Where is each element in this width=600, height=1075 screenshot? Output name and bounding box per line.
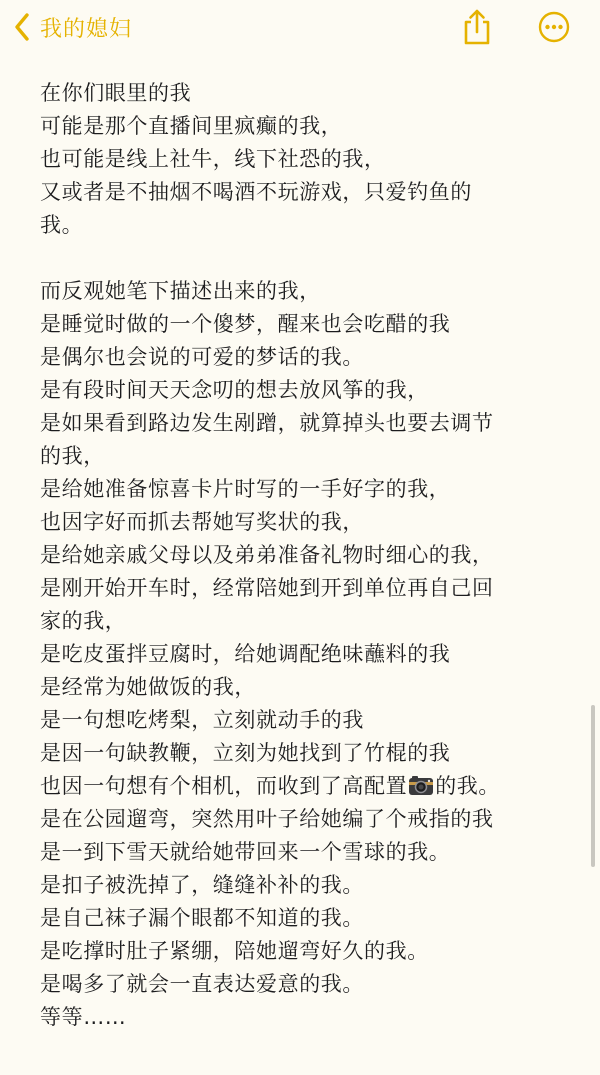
- note-line: 是吃撑时肚子紧绷，陪她遛弯好久的我。: [40, 939, 429, 963]
- note-text: 的我。: [435, 774, 501, 798]
- note-line: 可能是那个直播间里疯癫的我，: [40, 114, 343, 138]
- note-line: 是刚开始开车时，经常陪她到开到单位再自己回: [40, 576, 494, 600]
- note-line: [40, 770, 580, 803]
- ellipsis-circle-icon: [538, 11, 570, 43]
- note-line: 也因字好而抓去帮她写奖状的我，: [40, 510, 364, 534]
- note-line: 是给她准备惊喜卡片时写的一手好字的我，: [40, 477, 451, 501]
- note-line: 是经常为她做饭的我，: [40, 675, 256, 699]
- share-icon: [460, 8, 494, 46]
- note-line: 而反观她笔下描述出来的我，: [40, 279, 321, 303]
- note-line: 在你们眼里的我: [40, 81, 192, 105]
- share-button[interactable]: [460, 8, 494, 46]
- note-line: 等等……: [40, 1005, 127, 1029]
- note-line: 是自己袜子漏个眼都不知道的我。: [40, 906, 364, 930]
- note-line: 家的我，: [40, 609, 127, 633]
- note-line: 是有段时间天天念叨的想去放风筝的我，: [40, 378, 429, 402]
- note-line: 我。: [40, 213, 84, 237]
- chevron-left-icon: [14, 13, 30, 41]
- note-line: 是因一句缺教鞭，立刻为她找到了竹棍的我: [40, 741, 451, 765]
- note-line: 的我，: [40, 444, 105, 468]
- note-content[interactable]: [40, 77, 580, 1034]
- note-line: 是在公园遛弯，突然用叶子给她编了个戒指的我: [40, 807, 494, 831]
- note-line: 是如果看到路边发生剐蹭，就算掉头也要去调节: [40, 411, 494, 435]
- note-line: 是喝多了就会一直表达爱意的我。: [40, 972, 364, 996]
- note-line: 是一到下雪天就给她带回来一个雪球的我。: [40, 840, 451, 864]
- more-options-button[interactable]: [538, 11, 570, 43]
- note-line: 是扣子被洗掉了，缝缝补补的我。: [40, 873, 364, 897]
- note-text: 也因一句想有个相机，而收到了高配置: [40, 774, 408, 798]
- scrollbar[interactable]: [591, 705, 595, 867]
- note-line: 是偶尔也会说的可爱的梦话的我。: [40, 345, 364, 369]
- back-button[interactable]: [14, 8, 132, 46]
- back-label: 我的媳妇: [40, 16, 133, 42]
- blank-line: [40, 242, 580, 275]
- note-line: 是吃皮蛋拌豆腐时，给她调配绝味蘸料的我: [40, 642, 451, 666]
- camera-emoji-icon: [408, 774, 434, 796]
- note-line: 是一句想吃烤梨，立刻就动手的我: [40, 708, 364, 732]
- navigation-bar: [0, 0, 600, 56]
- note-line: 又或者是不抽烟不喝酒不玩游戏，只爱钓鱼的: [40, 180, 472, 204]
- note-line: 是睡觉时做的一个傻梦，醒来也会吃醋的我: [40, 312, 451, 336]
- note-line: 是给她亲戚父母以及弟弟准备礼物时细心的我，: [40, 543, 494, 567]
- note-line: 也可能是线上社牛，线下社恐的我，: [40, 147, 386, 171]
